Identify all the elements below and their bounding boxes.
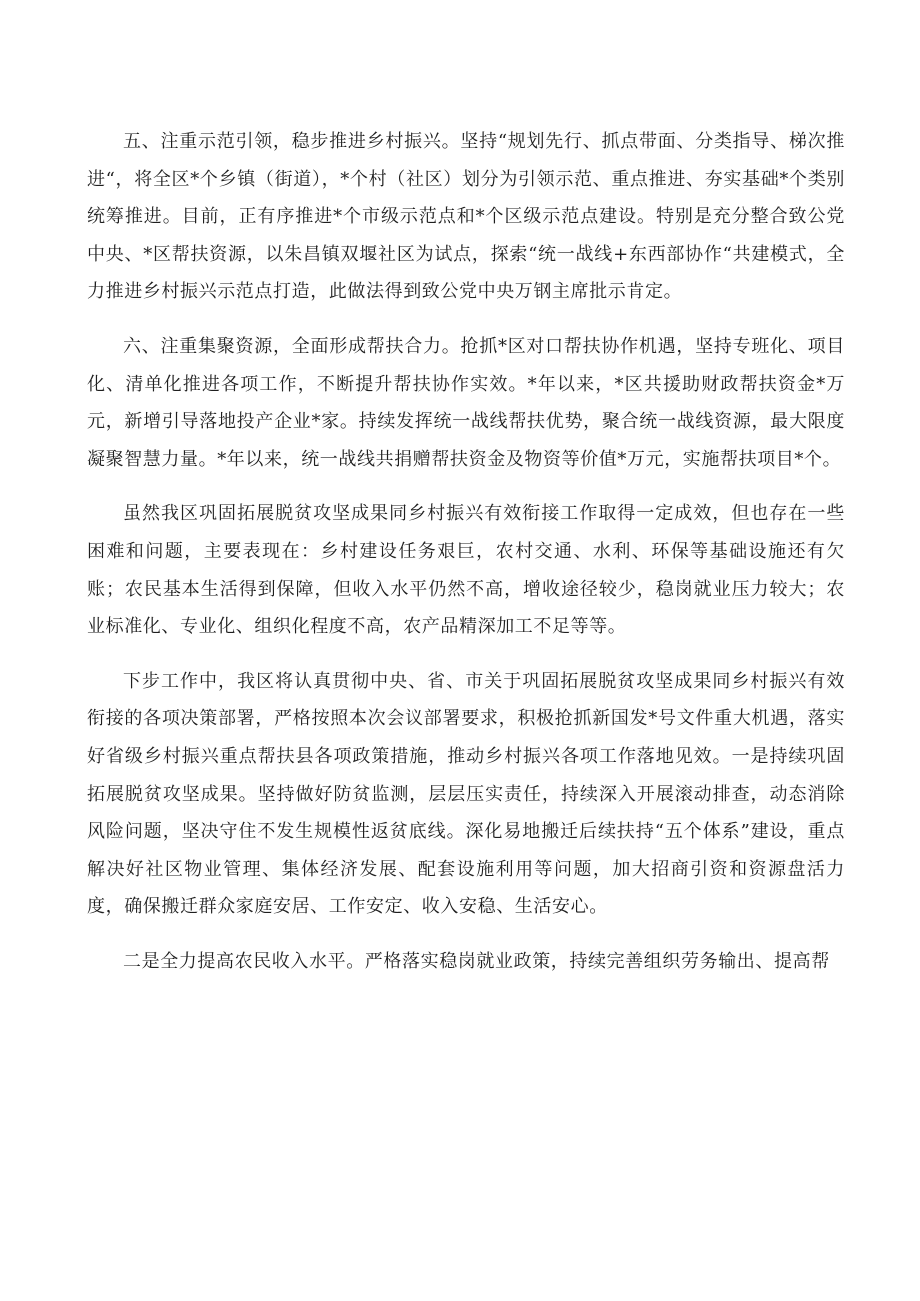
paragraph-gather-resources: 六、注重集聚资源，全面形成帮扶合力。抢抓*区对口帮扶协作机遇，坚持专班化、项目化、清单化推进各项工作，不断提升帮扶协作实效。*年以来，*区共援助财政帮扶资金*万元，新增引导落地投产企业*家。持续发挥统一战线帮扶优势，聚合统一战线资源，最大限度凝聚智慧力量。*年以来，统一战线共捐赠帮扶资金及物资等价值*万元，实施帮扶项目*个。 xyxy=(87,335,845,470)
document-body xyxy=(87,123,845,997)
paragraph-raise-farmer-income: 二是全力提高农民收入水平。严格落实稳岗就业政策，持续完善组织劳务输出、提高帮 xyxy=(123,950,830,972)
paragraph-rural-revitalization-demonstration: 五、注重示范引领，稳步推进乡村振兴。坚持“规划先行、抓点带面、分类指导、梯次推进“，将全区*个乡镇（街道），*个村（社区）划分为引领示范、重点推进、夯实基础*个类别统筹推进。目前，正有序推进*个市级示范点和*个区级示范点建设。特别是充分整合致公党中央、*区帮扶资源，以朱昌镇双堰社区为试点，探索“统一战线+东西部协作“共建模式，全力推进乡村振兴示范点打造，此做法得到致公党中央万钢主席批示肯定。 xyxy=(87,131,845,303)
paragraph-next-steps: 下步工作中，我区将认真贯彻中央、省、市关于巩固拓展脱贫攻坚成果同乡村振兴有效衔接的各项决策部署，严格按照本次会议部署要求，积极抢抓新国发*号文件重大机遇，落实好省级乡村振兴重点帮扶县各项政策措施，推动乡村振兴各项工作落地见效。一是持续巩固拓展脱贫攻坚成果。坚持做好防贫监测，层层压实责任，持续深入开展滚动排查，动态消除风险问题，坚决守住不发生规模性返贫底线。深化易地搬迁后续扶持“五个体系”建设，重点解决好社区物业管理、集体经济发展、配套设施利用等问题，加大招商引资和资源盘活力度，确保搬迁群众家庭安居、工作安定、收入安稳、生活安心。 xyxy=(87,670,845,918)
paragraph-problems: 虽然我区巩固拓展脱贫攻坚成果同乡村振兴有效衔接工作取得一定成效，但也存在一些困难和问题，主要表现在：乡村建设任务艰巨，农村交通、水利、环保等基础设施还有欠账；农民基本生活得到保障，但收入水平仍然不高，增收途径较少，稳岗就业压力较大；农业标准化、专业化、组织化程度不高，农产品精深加工不足等等。 xyxy=(87,503,845,638)
